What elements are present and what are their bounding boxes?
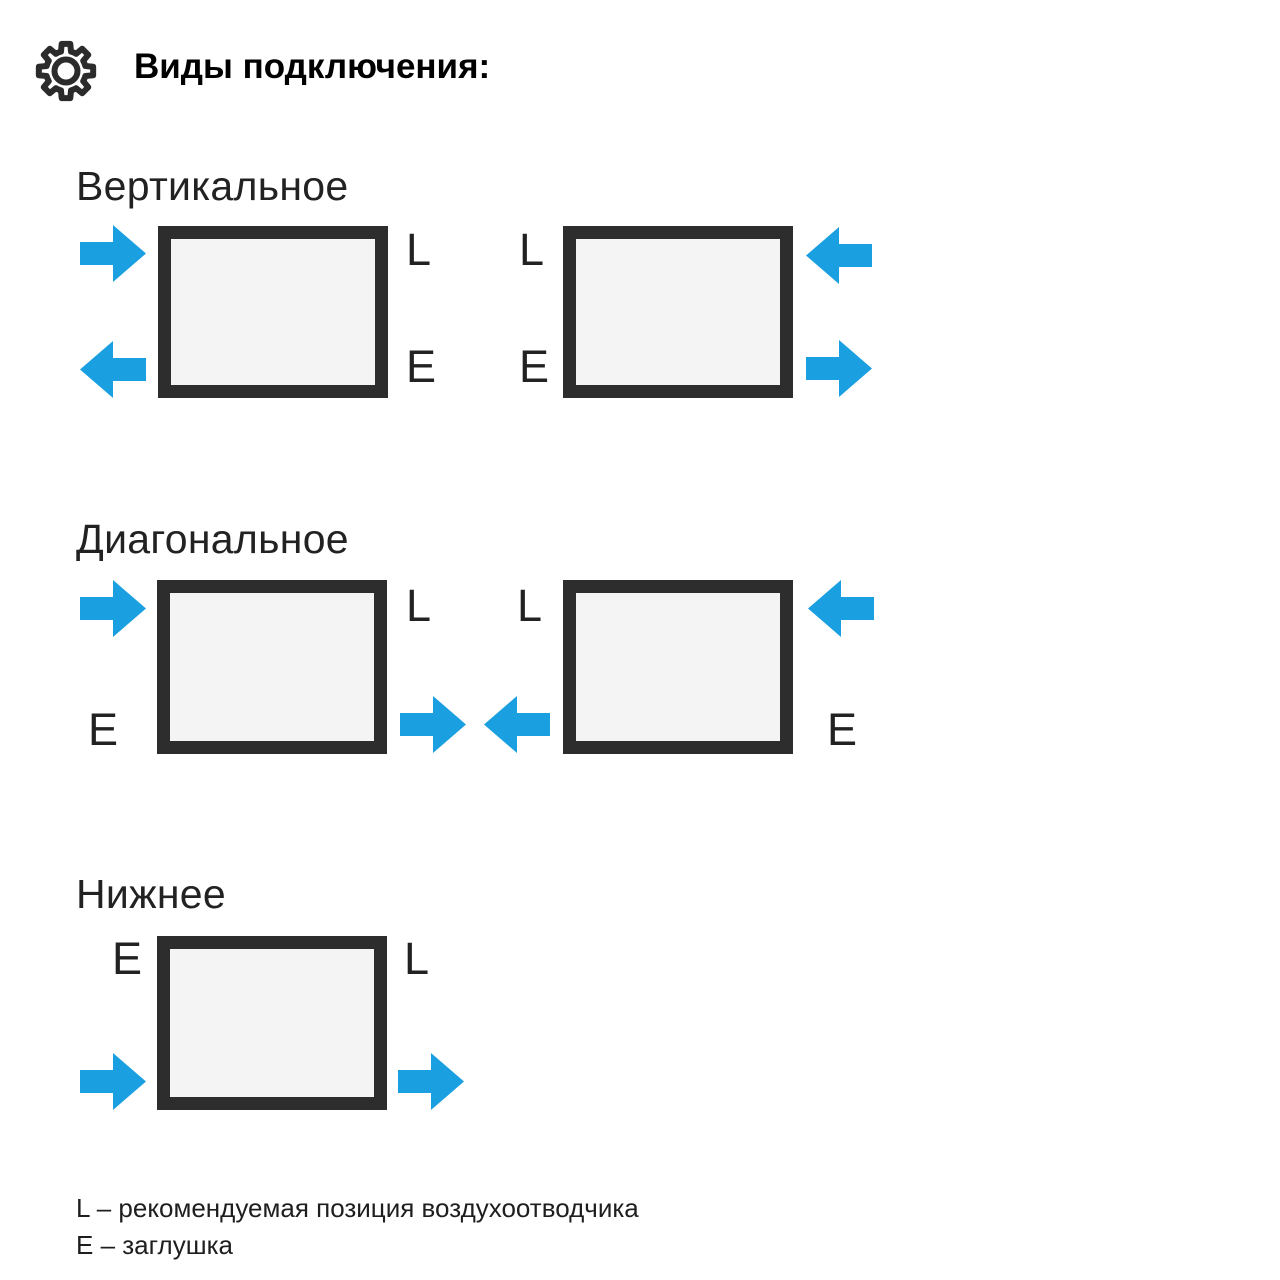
flow-arrow-left-icon	[484, 696, 550, 753]
port-label: E	[88, 704, 119, 755]
section-title: Вертикальное	[76, 163, 349, 209]
port-label: E	[406, 341, 437, 392]
port-label: L	[404, 933, 430, 984]
gear-icon	[33, 38, 99, 104]
section-title: Нижнее	[76, 871, 226, 917]
flow-arrow-left-icon	[808, 580, 874, 637]
flow-arrow-right-icon	[398, 1053, 464, 1110]
flow-arrow-right-icon	[80, 580, 146, 637]
port-label: E	[827, 704, 858, 755]
port-label: L	[517, 580, 543, 631]
radiator-box	[157, 580, 387, 754]
port-label: E	[519, 341, 550, 392]
port-label: L	[406, 580, 432, 631]
port-label: L	[519, 224, 545, 275]
section-title: Диагональное	[76, 516, 349, 562]
page-title: Виды подключения:	[134, 47, 491, 86]
flow-arrow-left-icon	[806, 227, 872, 284]
flow-arrow-right-icon	[400, 696, 466, 753]
flow-arrow-right-icon	[80, 225, 146, 282]
radiator-box	[158, 226, 388, 398]
flow-arrow-right-icon	[806, 340, 872, 397]
radiator-box	[563, 226, 793, 398]
legend-line-plug: E – заглушка	[76, 1230, 233, 1260]
radiator-box	[157, 936, 387, 1110]
port-label: E	[112, 933, 143, 984]
port-label: L	[406, 224, 432, 275]
radiator-box	[563, 580, 793, 754]
flow-arrow-left-icon	[80, 341, 146, 398]
legend	[76, 1190, 639, 1264]
legend-line-air-vent: L – рекомендуемая позиция воздухоотводчика	[76, 1193, 639, 1223]
flow-arrow-right-icon	[80, 1053, 146, 1110]
